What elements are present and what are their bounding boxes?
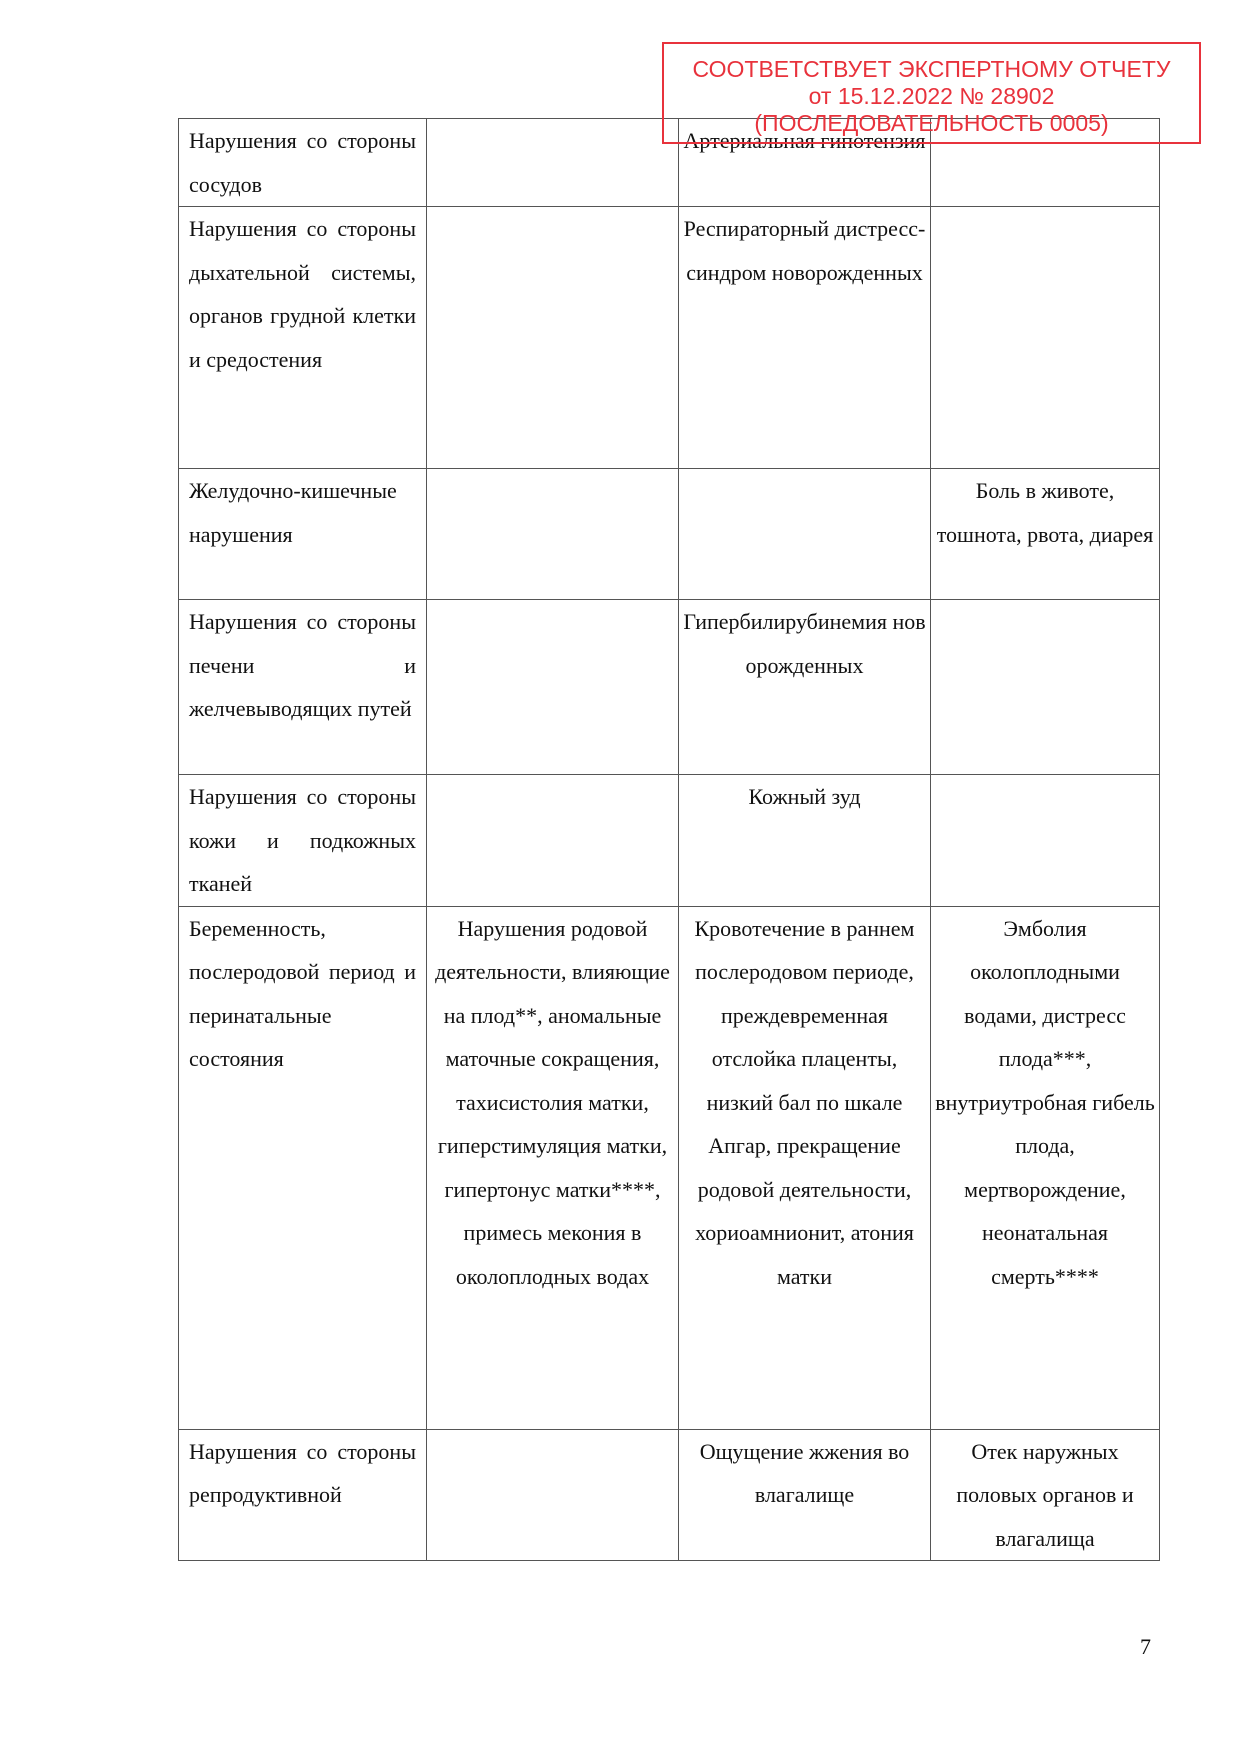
organ-class-cell: Нарушения со стороны кожи и подкожных тканей <box>179 775 427 907</box>
frequency-cell-col4 <box>931 600 1160 775</box>
organ-class-cell: Нарушения со стороны дыхательной системы, органов грудной клетки и средостения <box>179 207 427 469</box>
page-number: 7 <box>1140 1634 1151 1659</box>
frequency-cell-col3: Гипербилирубинемия новорожденных <box>679 600 931 775</box>
stamp-line-1: СООТВЕТСТВУЕТ ЭКСПЕРТНОМУ ОТЧЕТУ <box>692 56 1171 82</box>
organ-class-cell: Нарушения со стороны репродуктивной <box>179 1429 427 1561</box>
organ-class-cell: Желудочно-кишечные нарушения <box>179 469 427 600</box>
table-row <box>179 469 1160 600</box>
frequency-cell-col2 <box>427 1429 679 1561</box>
table-row <box>179 207 1160 469</box>
organ-class-cell: Нарушения со стороны печени и желчевыводящих путей <box>179 600 427 775</box>
frequency-cell-col2: Нарушения родовой деятельности, влияющие на плод**, аномальные маточные сокращения, тахисистолия матки, гиперстимуляция матки, гипертонус матки****, примесь мекония в околоплодных водах <box>427 906 679 1429</box>
table-row <box>179 1429 1160 1561</box>
frequency-cell-col4: Отек наружных половых органов и влагалища <box>931 1429 1160 1561</box>
frequency-cell-col2 <box>427 775 679 907</box>
frequency-cell-col4 <box>931 119 1160 207</box>
stamp-line-2: от 15.12.2022 № 28902 <box>808 83 1055 109</box>
frequency-cell-col4 <box>931 775 1160 907</box>
table-row <box>179 906 1160 1429</box>
frequency-cell-col2 <box>427 119 679 207</box>
frequency-cell-col3: Артериальная гипотензия <box>679 119 931 207</box>
frequency-cell-col4 <box>931 207 1160 469</box>
frequency-cell-col4: Эмболия околоплодными водами, дистресс плода***, внутриутробная гибель плода, мертворождение, неонатальная смерть**** <box>931 906 1160 1429</box>
frequency-cell-col3: Ощущение жжения во влагалище <box>679 1429 931 1561</box>
frequency-cell-col3: Кровотечение в раннем послеродовом периоде, преждевременная отслойка плаценты, низкий бал по шкале Апгар, прекращение родовой деятельности, хориоамнионит, атония матки <box>679 906 931 1429</box>
organ-class-cell: Беременность, послеродовой период и перинатальные состояния <box>179 906 427 1429</box>
frequency-cell-col3: Кожный зуд <box>679 775 931 907</box>
frequency-cell-col2 <box>427 207 679 469</box>
stamp-line-3: (ПОСЛЕДОВАТЕЛЬНОСТЬ 0005) <box>754 110 1109 136</box>
table-row <box>179 600 1160 775</box>
frequency-cell-col3 <box>679 469 931 600</box>
organ-class-cell: Нарушения со стороны сосудов <box>179 119 427 207</box>
table-row <box>179 119 1160 207</box>
table-row <box>179 775 1160 907</box>
frequency-cell-col2 <box>427 469 679 600</box>
adverse-reactions-table <box>178 118 1160 1561</box>
frequency-cell-col3: Респираторный дистресс-синдром новорожденных <box>679 207 931 469</box>
frequency-cell-col2 <box>427 600 679 775</box>
frequency-cell-col4: Боль в животе, тошнота, рвота, диарея <box>931 469 1160 600</box>
